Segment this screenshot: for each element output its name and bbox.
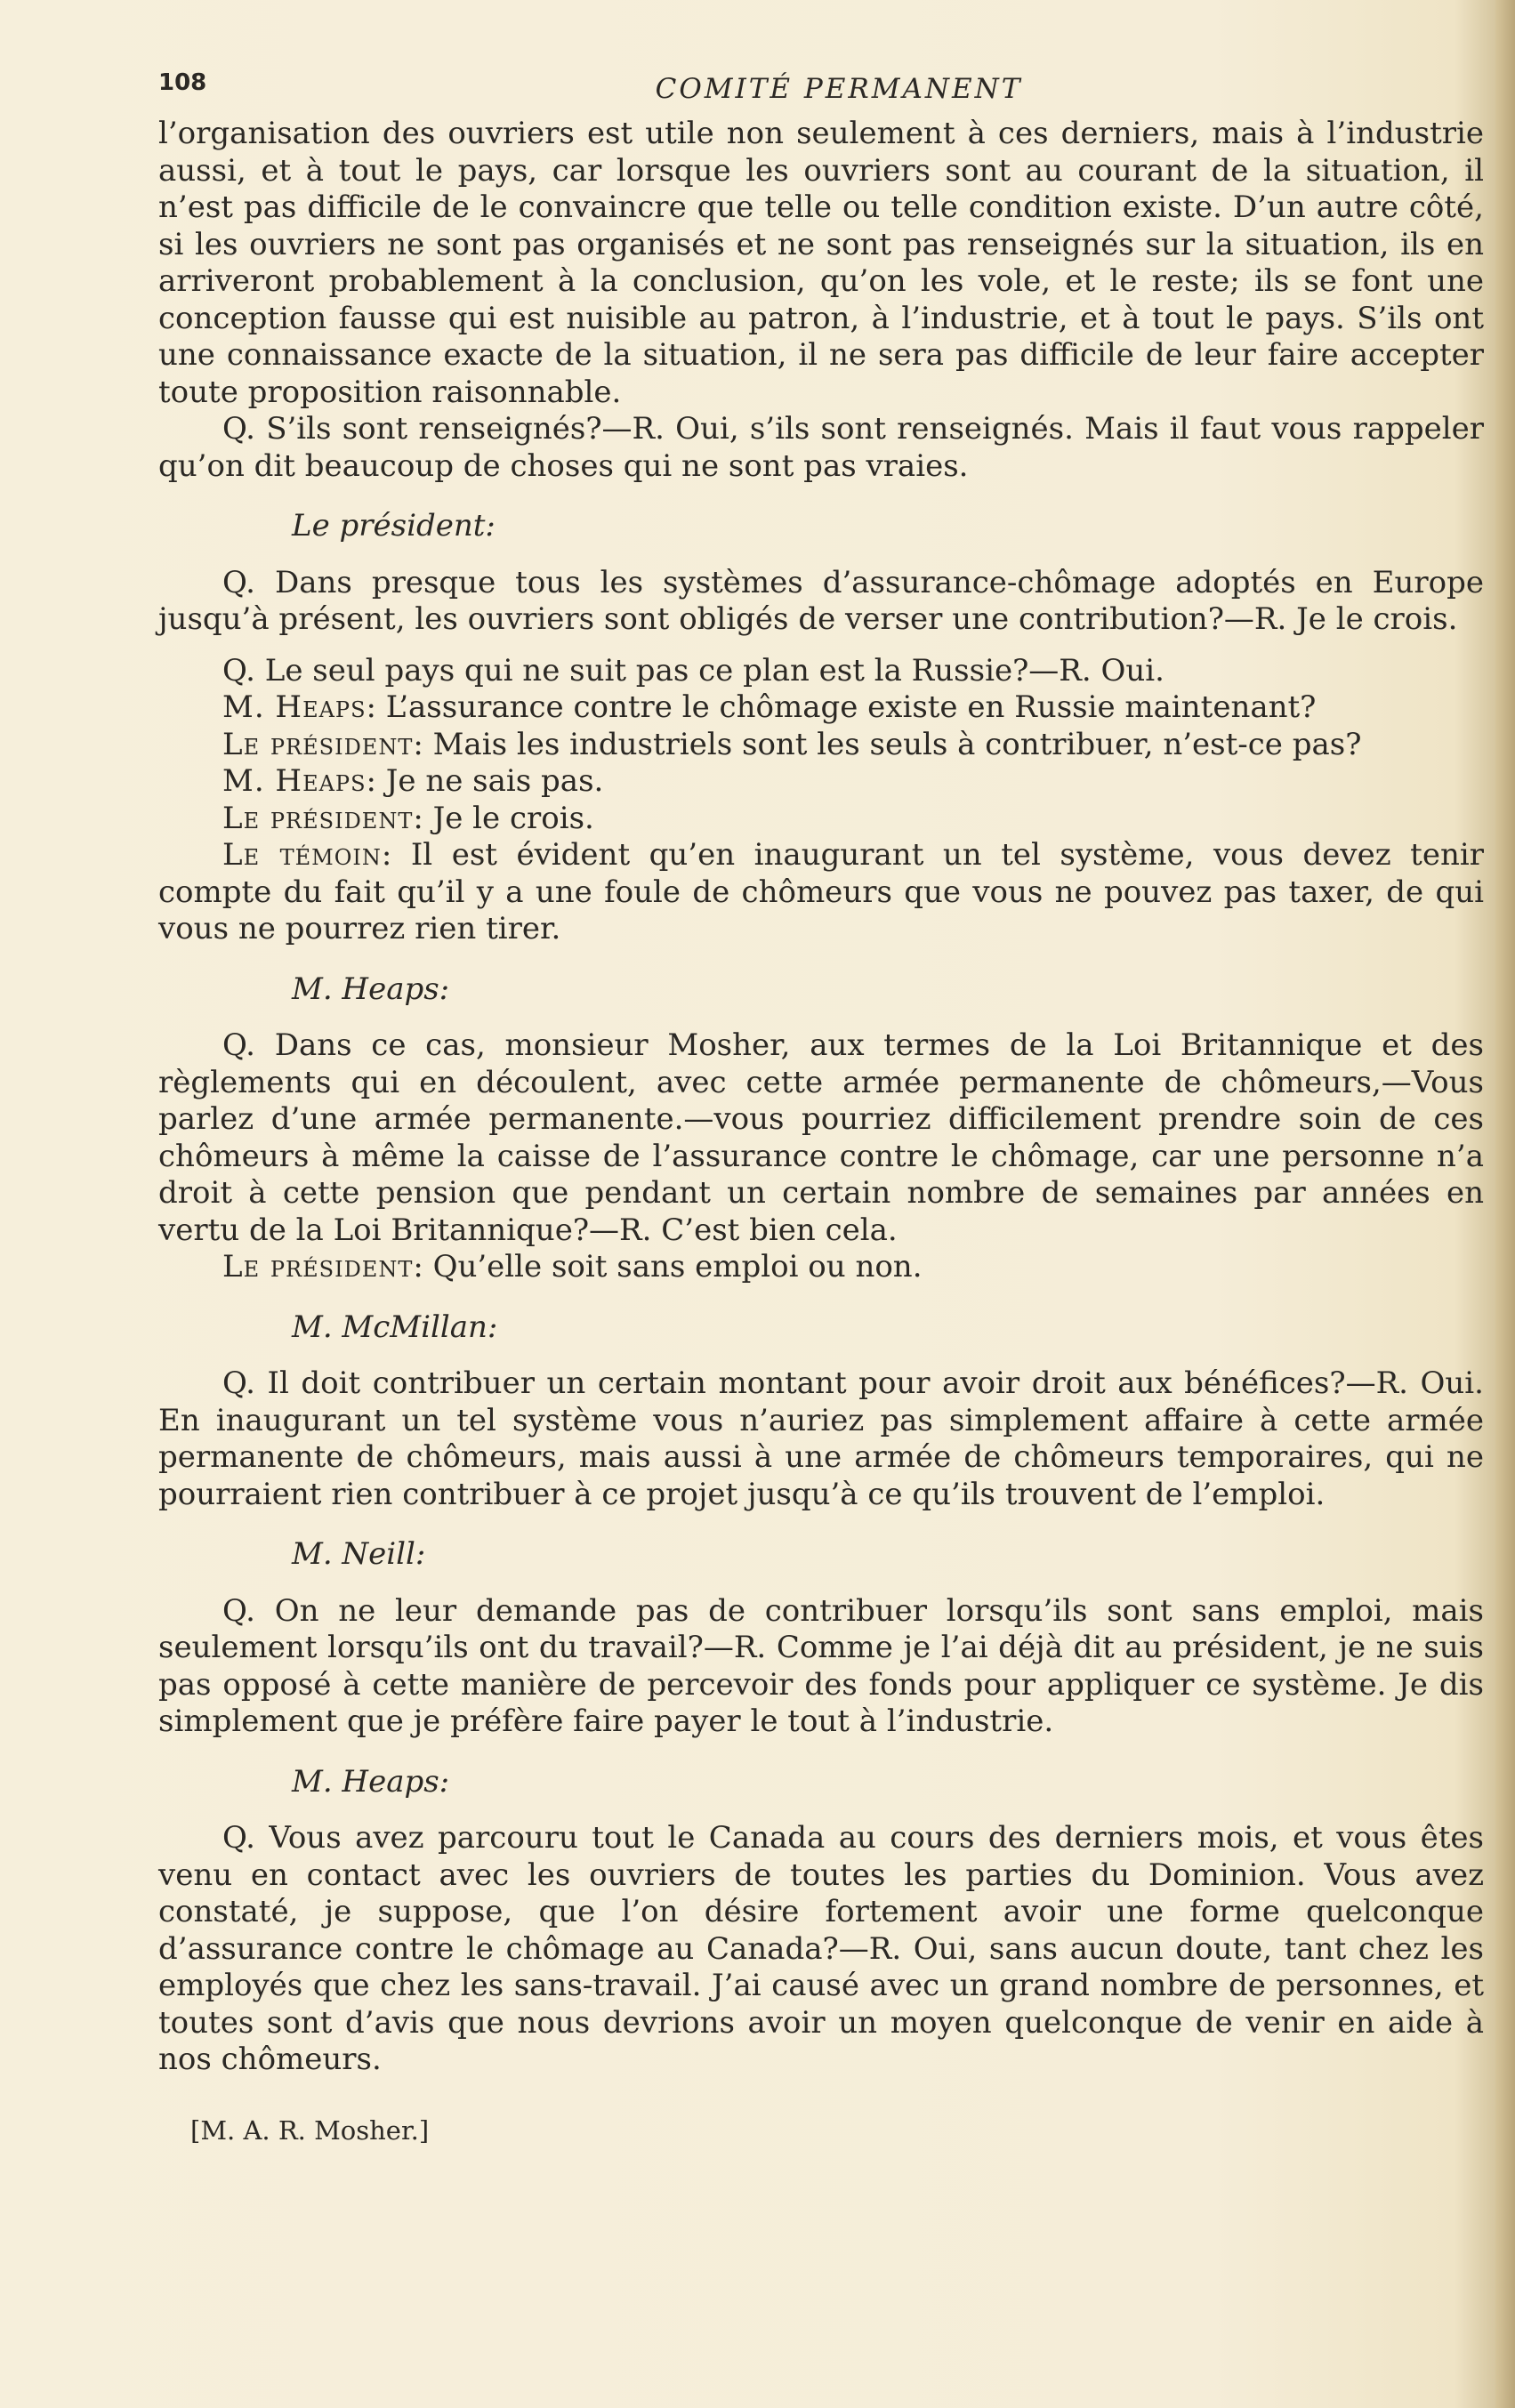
speaker-name: Le président xyxy=(222,800,414,836)
speaker-name: M. Heaps xyxy=(222,763,367,799)
dialogue-text: : Mais les industriels sont les seuls à contribuer, n’est-ce pas? xyxy=(413,726,1362,762)
speaker-heading: M. Neill: xyxy=(292,1536,426,1572)
speaker-name: M. Heaps xyxy=(222,689,367,725)
paragraph: l’organisation des ouvriers est utile non seulement à ces derniers, mais à l’industrie aussi, et à tout le pays, car lorsque les ouvriers sont au courant de la situation, il n’est pas difficile de le convaincre que telle ou telle condition existe. D’un autre côté, si les ouvriers ne sont pas organisés et ne sont pas renseignés sur la situation, ils en arriveront probablement à la conclusion, qu’on les vole, et le reste; ils se font une conception fausse qui est nuisible au patron, à l’industrie, et à tout le pays. S’ils ont une connaissance exacte de la situation, il ne sera pas difficile de leur faire accepter toute proposition raisonnable. xyxy=(158,116,1484,410)
dialogue-text: : Il est évident qu’en inaugurant un tel système, vous devez tenir compte du fait qu’il y a une foule de chômeurs que vous ne pouvez pas taxer, de qui vous ne pourrez rien tirer. xyxy=(158,837,1484,946)
speaker-name: Le président xyxy=(222,726,414,762)
speaker-heading: M. Heaps: xyxy=(292,1763,450,1800)
dialogue-line xyxy=(158,763,1484,801)
dialogue-line xyxy=(158,837,1484,948)
dialogue-text: : L’assurance contre le chômage existe en Russie maintenant? xyxy=(366,689,1317,725)
witness-footer-note: [M. A. R. Mosher.] xyxy=(190,2114,430,2146)
paragraph: Q. On ne leur demande pas de contribuer lorsqu’ils sont sans emploi, mais seulement lorsqu’ils ont du travail?—R. Comme je l’ai déjà dit au président, je ne suis pas opposé à cette manière de percevoir des fonds pour appliquer ce système. Je dis simplement que je préfère faire payer le tout à l’industrie. xyxy=(158,1592,1484,1739)
dialogue-text: : Je le crois. xyxy=(413,800,594,836)
dialogue-line xyxy=(158,1249,1484,1286)
speaker-heading: Le président: xyxy=(292,508,496,544)
paragraph: Q. S’ils sont renseignés?—R. Oui, s’ils sont renseignés. Mais il faut vous rappeler qu’on dit beaucoup de choses qui ne sont pas vraies. xyxy=(158,411,1484,484)
page-number: 108 xyxy=(158,69,207,96)
paragraph: Q. Il doit contribuer un certain montant pour avoir droit aux bénéfices?—R. Oui. En inaugurant un tel système vous n’auriez pas simplement affaire à cette armée permanente de chômeurs, mais aussi à une armée de chômeurs temporaires, qui ne pourraient rien contribuer à ce projet jusqu’à ce qu’ils trouvent de l’emploi. xyxy=(158,1365,1484,1512)
dialogue-line xyxy=(158,801,1484,838)
speaker-heading: M. McMillan: xyxy=(292,1309,498,1345)
page-header xyxy=(158,62,1484,116)
paragraph: Q. Le seul pays qui ne suit pas ce plan est la Russie?—R. Oui. xyxy=(222,652,1164,689)
dialogue-text: : Qu’elle soit sans emploi ou non. xyxy=(413,1249,923,1285)
book-spine-shadow xyxy=(1495,0,1515,2408)
paragraph: Q. Dans presque tous les systèmes d’assurance-chômage adoptés en Europe jusqu’à présent, les ouvriers sont obligés de verser une contribution?—R. Je le crois. xyxy=(158,564,1484,637)
running-title: COMITÉ PERMANENT xyxy=(655,73,1023,105)
dialogue-line xyxy=(158,689,1484,727)
speaker-heading: M. Heaps: xyxy=(292,970,450,1007)
page-content xyxy=(158,62,1484,2148)
speaker-name: Le président xyxy=(222,1249,414,1285)
dialogue-line xyxy=(158,727,1484,764)
paragraph: Q. Dans ce cas, monsieur Mosher, aux termes de la Loi Britannique et des règlements qui en découlent, avec cette armée permanente de chômeurs,—Vous parlez d’une armée permanente.—vous pourriez difficilement prendre soin de ces chômeurs à même la caisse de l’assurance contre le chômage, car une personne n’a droit à cette pension que pendant un certain nombre de semaines par années en vertu de la Loi Britannique?—R. C’est bien cela. xyxy=(158,1027,1484,1248)
dialogue-text: : Je ne sais pas. xyxy=(366,763,604,799)
speaker-name: Le témoin xyxy=(222,837,382,873)
paragraph: Q. Vous avez parcouru tout le Canada au cours des derniers mois, et vous êtes venu en contact avec les ouvriers de toutes les parties du Dominion. Vous avez constaté, je suppose, que l’on désire fortement avoir une forme quelconque d’assurance contre le chômage au Canada?—R. Oui, sans aucun doute, tant chez les employés que chez les sans-travail. J’ai causé avec un grand nombre de personnes, et toutes sont d’avis que nous devrions avoir un moyen quelconque de venir en aide à nos chômeurs. xyxy=(158,1820,1484,2077)
